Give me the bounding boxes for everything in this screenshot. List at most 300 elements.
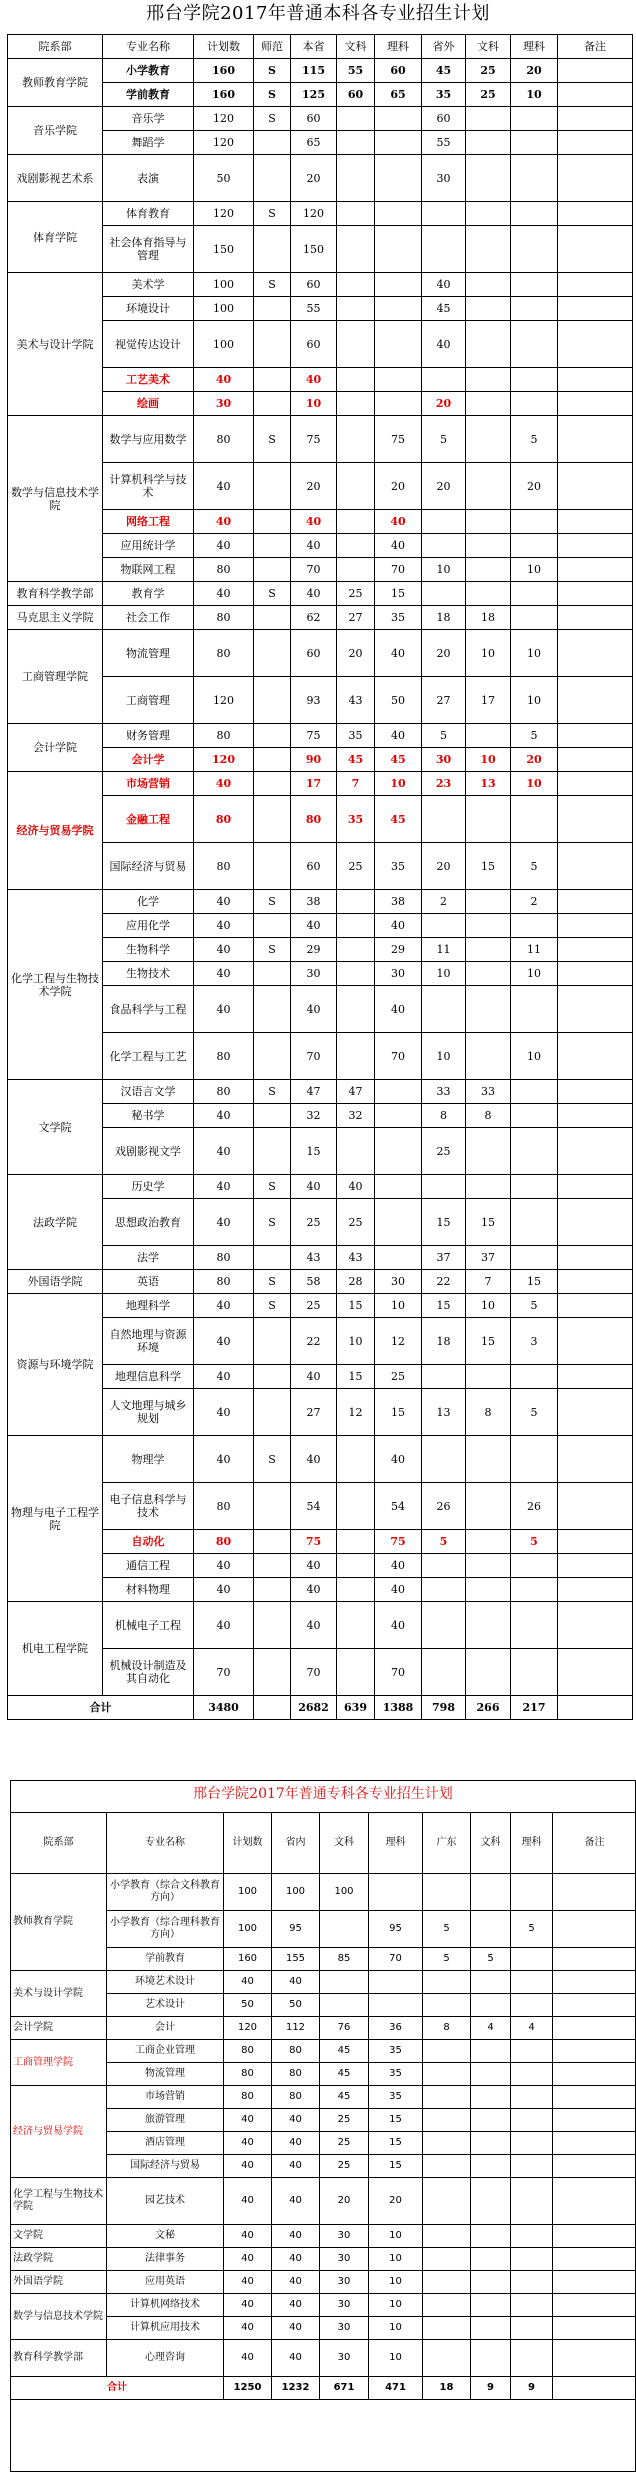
value-cell-lk: 40 [375, 1436, 422, 1483]
value-cell-wk: 15 [337, 1365, 375, 1389]
dept-cell: 外国语学院 [8, 1270, 103, 1294]
value-cell-plan: 80 [224, 2086, 272, 2109]
value-cell-bs: 60 [291, 107, 337, 131]
value-cell-gd [423, 2248, 471, 2271]
value-cell-lk2 [511, 1649, 558, 1696]
value-cell-wk2 [466, 155, 511, 202]
value-cell-plan: 50 [224, 1994, 272, 2017]
value-cell-wk [320, 1994, 369, 2017]
value-cell-sf [254, 1602, 291, 1649]
note-cell [558, 1530, 633, 1554]
note-cell [558, 938, 633, 962]
value-cell-sf [254, 1389, 291, 1436]
value-cell-plan: 40 [194, 582, 254, 606]
value-cell-bs: 62 [291, 606, 337, 630]
value-cell-wk: 7 [337, 772, 375, 796]
value-cell-plan: 100 [194, 297, 254, 321]
note-cell [558, 1649, 633, 1696]
major-cell: 美术学 [103, 273, 194, 297]
table-row [11, 2178, 636, 2225]
note-cell [558, 1128, 633, 1175]
value-cell-sf [254, 962, 291, 986]
note-cell [558, 914, 633, 938]
value-cell-sn: 40 [272, 1971, 320, 1994]
value-cell-lk2 [511, 1602, 558, 1649]
value-cell-wk [337, 1128, 375, 1175]
major-cell: 网络工程 [103, 510, 194, 534]
value-cell-lk2 [511, 1948, 553, 1971]
value-cell-wk2 [466, 582, 511, 606]
total-cell [254, 1696, 291, 1720]
value-cell-sf [254, 772, 291, 796]
value-cell-plan: 40 [194, 1318, 254, 1365]
value-cell-wk2 [471, 1971, 511, 1994]
total-cell: 639 [337, 1696, 375, 1720]
value-cell-lk2: 15 [511, 1270, 558, 1294]
note-cell [558, 630, 633, 677]
value-cell-bs: 58 [291, 1270, 337, 1294]
value-cell-plan: 100 [224, 1911, 272, 1948]
value-cell-wk: 76 [320, 2017, 369, 2040]
value-cell-wk2 [466, 273, 511, 297]
value-cell-wk2 [471, 2040, 511, 2063]
value-cell-plan: 80 [224, 2040, 272, 2063]
value-cell-sf: S [254, 83, 291, 107]
value-cell-wk: 25 [320, 2109, 369, 2132]
note-cell [558, 1175, 633, 1199]
table-row [11, 2086, 636, 2109]
note-cell [558, 1199, 633, 1246]
value-cell-wk: 27 [337, 606, 375, 630]
value-cell-lk: 50 [375, 677, 422, 724]
value-cell-sw: 45 [422, 297, 466, 321]
major-cell: 自然地理与资源环境 [103, 1318, 194, 1365]
value-cell-sw [422, 796, 466, 843]
value-cell-wk2 [471, 2132, 511, 2155]
page-title-undergrad: 邢台学院2017年普通本科各专业招生计划 [146, 3, 490, 24]
table-row [8, 606, 633, 630]
major-cell: 酒店管理 [107, 2132, 224, 2155]
value-cell-sw: 33 [422, 1080, 466, 1104]
value-cell-plan: 80 [194, 1483, 254, 1530]
value-cell-wk2 [466, 392, 511, 416]
value-cell-sf: S [254, 1175, 291, 1199]
value-cell-plan: 40 [194, 1365, 254, 1389]
value-cell-lk2 [511, 2040, 553, 2063]
value-cell-wk: 20 [337, 630, 375, 677]
note-cell [558, 59, 633, 83]
value-cell-bs: 70 [291, 558, 337, 582]
value-cell-lk2 [511, 1175, 558, 1199]
value-cell-wk2 [471, 2155, 511, 2178]
value-cell-lk [375, 297, 422, 321]
value-cell-wk [337, 938, 375, 962]
value-cell-wk2: 10 [466, 748, 511, 772]
value-cell-sf: S [254, 1270, 291, 1294]
value-cell-lk2 [511, 107, 558, 131]
value-cell-sw: 15 [422, 1294, 466, 1318]
value-cell-lk2 [511, 1128, 558, 1175]
value-cell-bs: 10 [291, 392, 337, 416]
note-cell [553, 2178, 636, 2225]
value-cell-lk2: 5 [511, 724, 558, 748]
major-cell: 学前教育 [103, 83, 194, 107]
value-cell-sf [254, 1128, 291, 1175]
value-cell-sw: 2 [422, 890, 466, 914]
value-cell-sw: 30 [422, 748, 466, 772]
value-cell-sn: 40 [272, 2178, 320, 2225]
dept-cell: 文学院 [11, 2225, 107, 2248]
total-cell: 798 [422, 1696, 466, 1720]
value-cell-sn: 40 [272, 2109, 320, 2132]
value-cell-wk2 [466, 1365, 511, 1389]
value-cell-sw: 20 [422, 630, 466, 677]
value-cell-sf [254, 796, 291, 843]
value-cell-wk2 [466, 202, 511, 226]
value-cell-lk2 [511, 1554, 558, 1578]
value-cell-wk: 15 [337, 1294, 375, 1318]
value-cell-bs: 38 [291, 890, 337, 914]
value-cell-wk: 25 [320, 2155, 369, 2178]
value-cell-wk: 43 [337, 1246, 375, 1270]
value-cell-lk2 [511, 2063, 553, 2086]
value-cell-sw: 5 [422, 1530, 466, 1554]
value-cell-sw: 40 [422, 321, 466, 368]
value-cell-sw: 40 [422, 273, 466, 297]
value-cell-wk [337, 1436, 375, 1483]
note-cell [558, 1389, 633, 1436]
value-cell-bs: 40 [291, 368, 337, 392]
major-cell: 数学与应用数学 [103, 416, 194, 463]
value-cell-wk: 43 [337, 677, 375, 724]
value-cell-sf [254, 463, 291, 510]
major-cell: 汉语言文学 [103, 1080, 194, 1104]
value-cell-sw: 20 [422, 463, 466, 510]
header-cell: 理科 [375, 35, 422, 59]
major-cell: 生物科学 [103, 938, 194, 962]
note-cell [558, 606, 633, 630]
header-cell: 文科 [471, 1813, 511, 1874]
value-cell-bs: 150 [291, 226, 337, 273]
value-cell-plan: 40 [194, 1294, 254, 1318]
value-cell-lk: 30 [375, 962, 422, 986]
value-cell-wk2 [471, 2225, 511, 2248]
value-cell-lk: 10 [375, 772, 422, 796]
value-cell-lk: 35 [369, 2086, 423, 2109]
value-cell-sw [422, 1175, 466, 1199]
value-cell-wk2: 8 [466, 1389, 511, 1436]
value-cell-wk [337, 510, 375, 534]
note-cell [558, 772, 633, 796]
value-cell-wk [337, 463, 375, 510]
value-cell-sw [422, 1602, 466, 1649]
table-row [11, 2017, 636, 2040]
value-cell-wk: 10 [337, 1318, 375, 1365]
value-cell-bs: 75 [291, 724, 337, 748]
header-cell: 理科 [511, 35, 558, 59]
value-cell-sf: S [254, 107, 291, 131]
value-cell-gd [423, 2317, 471, 2340]
value-cell-lk [375, 226, 422, 273]
value-cell-bs: 70 [291, 1033, 337, 1080]
value-cell-wk2 [466, 463, 511, 510]
value-cell-lk: 40 [375, 1602, 422, 1649]
value-cell-lk2: 5 [511, 1389, 558, 1436]
table-row [11, 2225, 636, 2248]
value-cell-wk2 [471, 2294, 511, 2317]
value-cell-wk [337, 297, 375, 321]
table-row [8, 273, 633, 297]
header-cell: 计划数 [224, 1813, 272, 1874]
value-cell-plan: 40 [224, 2317, 272, 2340]
value-cell-lk2 [511, 606, 558, 630]
note-cell [558, 416, 633, 463]
value-cell-lk2: 10 [511, 558, 558, 582]
value-cell-sw: 10 [422, 962, 466, 986]
note-cell [558, 155, 633, 202]
major-cell: 思想政治教育 [103, 1199, 194, 1246]
value-cell-bs: 20 [291, 463, 337, 510]
value-cell-lk2: 20 [511, 748, 558, 772]
major-cell: 会计 [107, 2017, 224, 2040]
value-cell-bs: 27 [291, 1389, 337, 1436]
major-cell: 物联网工程 [103, 558, 194, 582]
value-cell-wk2 [466, 297, 511, 321]
value-cell-lk2 [511, 2340, 553, 2377]
value-cell-plan: 80 [194, 630, 254, 677]
value-cell-wk2 [466, 510, 511, 534]
value-cell-lk2 [511, 131, 558, 155]
value-cell-lk2: 10 [511, 630, 558, 677]
major-cell: 计算机科学与技术 [103, 463, 194, 510]
value-cell-wk: 30 [320, 2340, 369, 2377]
value-cell-plan: 70 [194, 1649, 254, 1696]
note-cell [553, 2248, 636, 2271]
value-cell-sw [422, 534, 466, 558]
value-cell-lk: 60 [375, 59, 422, 83]
value-cell-wk [337, 273, 375, 297]
major-cell: 国际经济与贸易 [103, 843, 194, 890]
value-cell-wk [337, 416, 375, 463]
value-cell-plan: 80 [224, 2063, 272, 2086]
value-cell-wk2 [466, 1483, 511, 1530]
value-cell-sf: S [254, 59, 291, 83]
value-cell-sf: S [254, 582, 291, 606]
value-cell-lk2 [511, 986, 558, 1033]
value-cell-sf [254, 1246, 291, 1270]
value-cell-plan: 80 [194, 558, 254, 582]
value-cell-lk2: 10 [511, 962, 558, 986]
value-cell-lk2 [511, 226, 558, 273]
value-cell-plan: 40 [224, 2271, 272, 2294]
note-cell [553, 2317, 636, 2340]
dept-cell: 经济与贸易学院 [11, 2086, 107, 2178]
value-cell-lk: 35 [375, 843, 422, 890]
table-row [8, 1175, 633, 1199]
note-cell [558, 1602, 633, 1649]
value-cell-lk2 [511, 1971, 553, 1994]
note-cell [558, 1696, 633, 1720]
value-cell-plan: 40 [224, 2155, 272, 2178]
dept-cell: 音乐学院 [8, 107, 103, 155]
value-cell-lk: 45 [375, 748, 422, 772]
note-cell [558, 986, 633, 1033]
value-cell-sw: 18 [422, 606, 466, 630]
value-cell-lk2 [511, 1578, 558, 1602]
value-cell-wk: 55 [337, 59, 375, 83]
value-cell-wk2 [466, 938, 511, 962]
value-cell-wk: 35 [337, 796, 375, 843]
value-cell-sw: 22 [422, 1270, 466, 1294]
value-cell-bs: 40 [291, 1578, 337, 1602]
table-header [11, 1813, 636, 1874]
value-cell-wk2 [471, 1911, 511, 1948]
note-cell [558, 962, 633, 986]
value-cell-sw: 23 [422, 772, 466, 796]
total-row [11, 2377, 636, 2400]
value-cell-gd [423, 2086, 471, 2109]
value-cell-gd [423, 2109, 471, 2132]
value-cell-lk2 [511, 1246, 558, 1270]
table-row [11, 2248, 636, 2271]
value-cell-lk2 [511, 2294, 553, 2317]
value-cell-sf [254, 677, 291, 724]
major-cell: 机械设计制造及其自动化 [103, 1649, 194, 1696]
value-cell-wk2 [466, 796, 511, 843]
value-cell-lk: 15 [375, 582, 422, 606]
note-cell [558, 107, 633, 131]
value-cell-sn: 80 [272, 2040, 320, 2063]
value-cell-lk2: 5 [511, 1294, 558, 1318]
value-cell-plan: 80 [194, 843, 254, 890]
value-cell-plan: 80 [194, 724, 254, 748]
value-cell-wk2 [471, 1874, 511, 1911]
value-cell-wk2: 17 [466, 677, 511, 724]
major-cell: 物理学 [103, 1436, 194, 1483]
major-cell: 表演 [103, 155, 194, 202]
value-cell-lk2 [511, 155, 558, 202]
value-cell-plan: 120 [194, 131, 254, 155]
value-cell-lk [375, 107, 422, 131]
value-cell-wk2 [466, 986, 511, 1033]
note-cell [553, 2294, 636, 2317]
value-cell-lk2 [511, 1080, 558, 1104]
value-cell-wk2 [471, 2271, 511, 2294]
value-cell-plan: 160 [194, 83, 254, 107]
value-cell-gd: 5 [423, 1948, 471, 1971]
total-cell: 671 [320, 2377, 369, 2400]
dept-cell: 教育科学教学部 [11, 2340, 107, 2377]
value-cell-wk [337, 1578, 375, 1602]
value-cell-plan: 40 [194, 1578, 254, 1602]
major-cell: 物流管理 [103, 630, 194, 677]
value-cell-bs: 115 [291, 59, 337, 83]
major-cell: 旅游管理 [107, 2109, 224, 2132]
major-cell: 市场营销 [103, 772, 194, 796]
note-cell [558, 1270, 633, 1294]
value-cell-wk: 30 [320, 2225, 369, 2248]
note-cell [558, 1080, 633, 1104]
value-cell-bs: 75 [291, 1530, 337, 1554]
value-cell-plan: 40 [194, 1199, 254, 1246]
value-cell-gd [423, 2340, 471, 2377]
value-cell-sw: 10 [422, 558, 466, 582]
header-cell: 师范 [254, 35, 291, 59]
value-cell-bs: 60 [291, 321, 337, 368]
header-cell: 省内 [272, 1813, 320, 1874]
major-cell: 学前教育 [107, 1948, 224, 1971]
value-cell-sw [422, 202, 466, 226]
value-cell-bs: 22 [291, 1318, 337, 1365]
value-cell-sf [254, 321, 291, 368]
value-cell-plan: 160 [194, 59, 254, 83]
dept-cell: 教育科学教学部 [8, 582, 103, 606]
value-cell-wk2: 8 [466, 1104, 511, 1128]
value-cell-plan: 40 [194, 534, 254, 558]
value-cell-lk: 10 [369, 2225, 423, 2248]
note-cell [553, 1874, 636, 1911]
value-cell-lk2 [511, 1874, 553, 1911]
value-cell-sw: 45 [422, 59, 466, 83]
major-cell: 社会工作 [103, 606, 194, 630]
value-cell-sf: S [254, 1199, 291, 1246]
dept-cell: 美术与设计学院 [11, 1971, 107, 2017]
value-cell-gd [423, 2294, 471, 2317]
value-cell-plan: 80 [194, 1080, 254, 1104]
value-cell-sn: 40 [272, 2248, 320, 2271]
total-cell: 18 [423, 2377, 471, 2400]
value-cell-gd [423, 2132, 471, 2155]
value-cell-wk2 [466, 1649, 511, 1696]
value-cell-bs: 125 [291, 83, 337, 107]
value-cell-lk2 [511, 2317, 553, 2340]
value-cell-sf [254, 724, 291, 748]
value-cell-sf: S [254, 1436, 291, 1483]
value-cell-wk [337, 1033, 375, 1080]
value-cell-sf [254, 226, 291, 273]
value-cell-wk [337, 1554, 375, 1578]
value-cell-plan: 40 [224, 2248, 272, 2271]
major-cell: 小学教育（综合理科教育方向） [107, 1911, 224, 1948]
value-cell-wk [337, 392, 375, 416]
value-cell-sf: S [254, 273, 291, 297]
value-cell-lk2: 5 [511, 1911, 553, 1948]
major-cell: 电子信息科学与技术 [103, 1483, 194, 1530]
value-cell-sn: 40 [272, 2132, 320, 2155]
value-cell-lk2: 20 [511, 463, 558, 510]
value-cell-wk2 [466, 1602, 511, 1649]
value-cell-plan: 40 [194, 1175, 254, 1199]
value-cell-lk [375, 1128, 422, 1175]
major-cell: 文秘 [107, 2225, 224, 2248]
major-cell: 市场营销 [107, 2086, 224, 2109]
value-cell-plan: 40 [194, 962, 254, 986]
value-cell-plan: 40 [194, 1602, 254, 1649]
value-cell-sn: 40 [272, 2340, 320, 2377]
value-cell-wk: 25 [337, 582, 375, 606]
major-cell: 国际经济与贸易 [107, 2155, 224, 2178]
header-cell: 备注 [553, 1813, 636, 1874]
value-cell-plan: 40 [194, 890, 254, 914]
value-cell-bs: 80 [291, 796, 337, 843]
table-header [8, 35, 633, 59]
value-cell-lk2 [511, 321, 558, 368]
value-cell-plan: 160 [224, 1948, 272, 1971]
value-cell-plan: 40 [194, 938, 254, 962]
total-cell: 2682 [291, 1696, 337, 1720]
header-cell: 理科 [511, 1813, 553, 1874]
value-cell-lk2 [511, 914, 558, 938]
